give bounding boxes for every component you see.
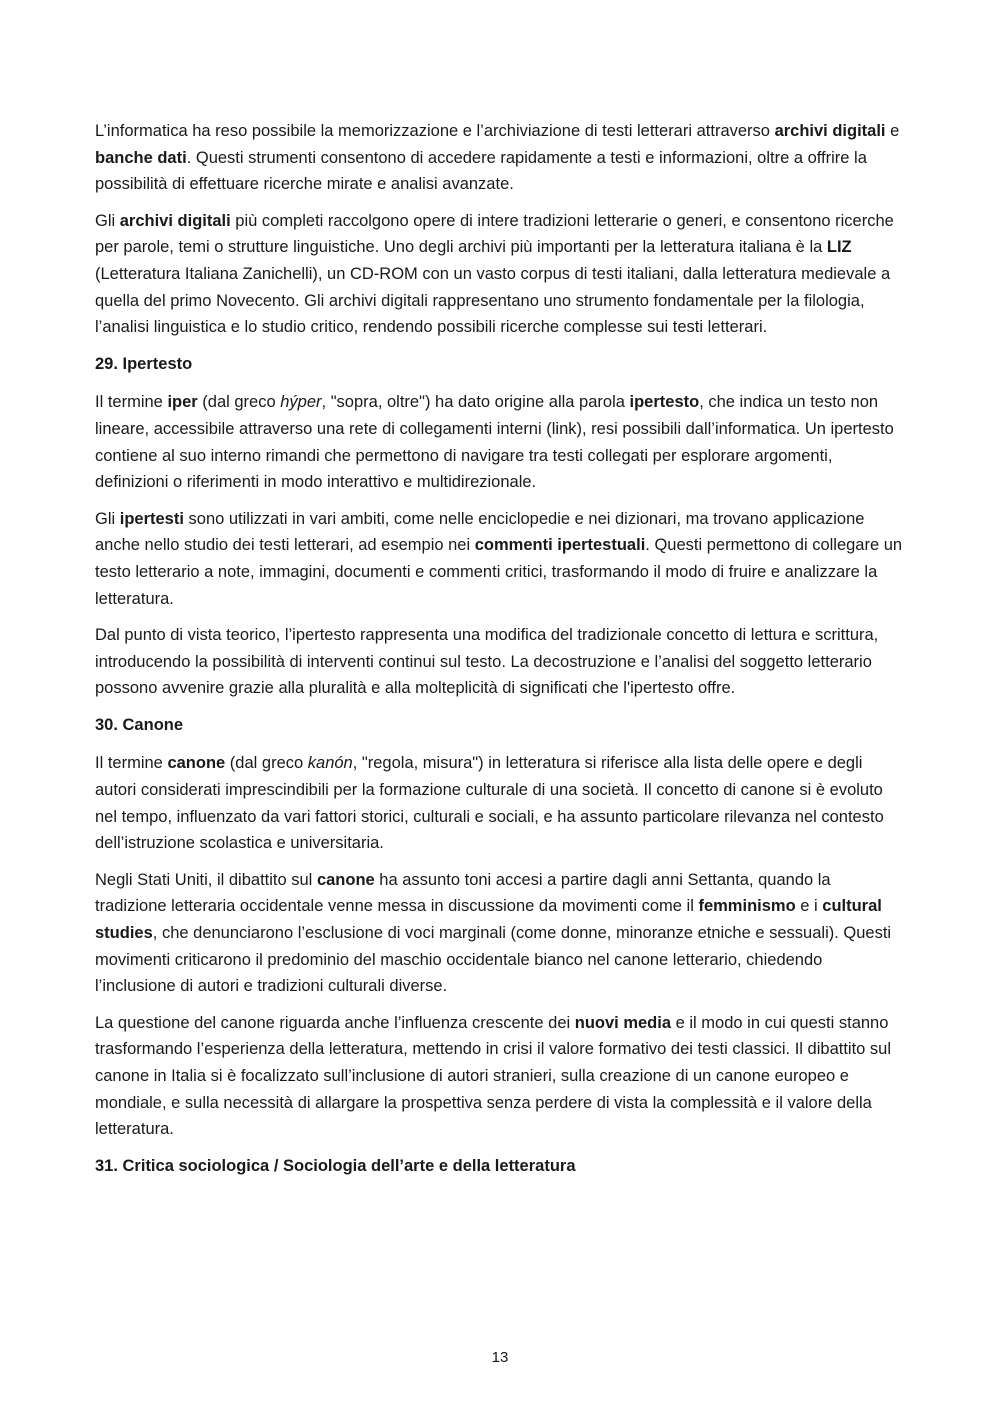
bold-text: archivi digitali [119,211,231,230]
bold-text: ipertesti [119,509,184,528]
text-run: , che denunciarono l’esclusione di voci marginali (come donne, minoranze etniche e sessuali). Questi movimenti criticarono il predominio del maschio occidentale bianco nel canone letterario, chiedendo l’inclusione di autori e tradizioni culturali diverse. [95,924,892,996]
text-run: Gli [95,211,120,230]
bold-text: 30. Canone [95,715,184,734]
text-run: L’informatica ha reso possibile la memorizzazione e l’archiviazione di testi letterari attraverso [95,122,775,140]
page-number: 13 [491,1349,509,1366]
paragraph-ipertesto-teoria [95,622,905,702]
text-run: (Letteratura Italiana Zanichelli), un CD-ROM con un vasto corpus di testi italiani, dalla letteratura medievale a quella del primo Novecento. Gli archivi digitali rappresentano uno strumento fondamentale per la filologia, l’analisi linguistica e lo studio critico, rendendo possibili ricerche complesse sui testi letterari. [95,264,891,337]
text-run: e il modo in cui questi stanno trasformando l’esperienza della letteratura, mettendo in crisi il valore formativo dei testi classici. Il dibattito sul canone in Italia si è focalizzato sull’inclusione di autori stranieri, sulla creazione di un canone europeo e mondiale, e sulla necessità di allargare la prospettiva senza perdere di vista la complessità e il valore della letteratura. [95,1013,892,1139]
bold-text: commenti ipertestuali [474,536,646,555]
text-run: La questione del canone riguarda anche l’influenza crescente dei [95,1013,575,1032]
paragraph-canone-definizione [95,750,905,856]
heading-29-ipertesto [95,351,905,378]
bold-text: banche dati [95,148,187,167]
text-run: (dal greco [197,393,281,412]
text-run: (dal greco [225,754,308,773]
text-run: sono utilizzati in vari ambiti, come nelle enciclopedie e nei dizionari, ma trovano applicazione anche nello studio dei testi letterari, ad esempio nei [95,509,865,555]
text-run: e i [795,897,823,916]
text-run: , "sopra, oltre") ha dato origine alla parola [321,393,630,412]
bold-text: iper [167,393,198,412]
document-body [95,118,905,1191]
paragraph-ipertesto-definizione [95,389,905,495]
bold-text: archivi digitali [774,122,886,140]
bold-text: cultural studies [95,897,882,943]
paragraph-informatica [95,118,905,198]
italic-text: kanón [307,754,353,773]
bold-text: ipertesto [629,393,700,412]
bold-text: LIZ [826,238,852,257]
text-run: , "regola, misura") in letteratura si riferisce alla lista delle opere e degli autori considerati imprescindibili per la formazione culturale di una società. Il concetto di canone si è evoluto nel tempo, influenzato da vari fattori storici, culturali e sociali, e ha assunto particolare rilevanza nel contesto dell’istruzione scolastica e universitaria. [95,754,884,853]
text-run: , che indica un testo non lineare, accessibile attraverso una rete di collegamenti interni (link), resi possibili dall’informatica. Un ipertesto contiene al suo interno rimandi che permettono di navigare tra testi collegati per esplorare argomenti, definizioni o riferimenti in modo interattivo e multidirezionale. [95,393,894,492]
bold-text: canone [316,870,375,889]
text-run: Dal punto di vista teorico, l’ipertesto rappresenta una modifica del tradizionale concetto di lettura e scrittura, introducendo la possibilità di interventi continui sul testo. La decostruzione e l’analisi del soggetto letterario possono avvenire grazie alla pluralità e alla molteplicità di significati che l'ipertesto offre. [95,626,879,698]
text-run: e [885,122,900,140]
text-run: più completi raccolgono opere di intere tradizioni letterarie o generi, e consentono ricerche per parole, temi o strutture linguistiche. Uno degli archivi più importanti per la letteratura italiana è la [95,211,894,257]
bold-text: 29. Ipertesto [95,354,193,373]
text-run: Il termine [95,393,168,412]
heading-30-canone [95,712,905,739]
text-run: . Questi strumenti consentono di accedere rapidamente a testi e informazioni, oltre a offrire la possibilità di effettuare ricerche mirate e analisi avanzate. [95,148,867,194]
bold-text: 31. Critica sociologica / Sociologia dell’arte e della letteratura [95,1156,576,1175]
paragraph-archivi-digitali [95,208,905,341]
text-run: Negli Stati Uniti, il dibattito sul [95,870,317,889]
text-run: Il termine [95,754,168,773]
bold-text: canone [167,754,226,773]
paragraph-ipertesti-ambiti [95,506,905,612]
paragraph-canone-nuovi-media [95,1010,905,1143]
paragraph-canone-stati-uniti [95,867,905,1000]
bold-text: nuovi media [574,1013,672,1032]
text-run: . Questi permettono di collegare un testo letterario a note, immagini, documenti e commenti critici, trasformando il modo di fruire e analizzare la letteratura. [95,536,903,608]
text-run: Gli [95,509,120,528]
bold-text: femminismo [698,897,796,916]
italic-text: hýper [280,393,322,412]
text-run: ha assunto toni accesi a partire dagli anni Settanta, quando la tradizione letteraria occidentale venne messa in discussione da movimenti come il [95,870,831,916]
heading-31-critica-sociologica [95,1153,905,1180]
